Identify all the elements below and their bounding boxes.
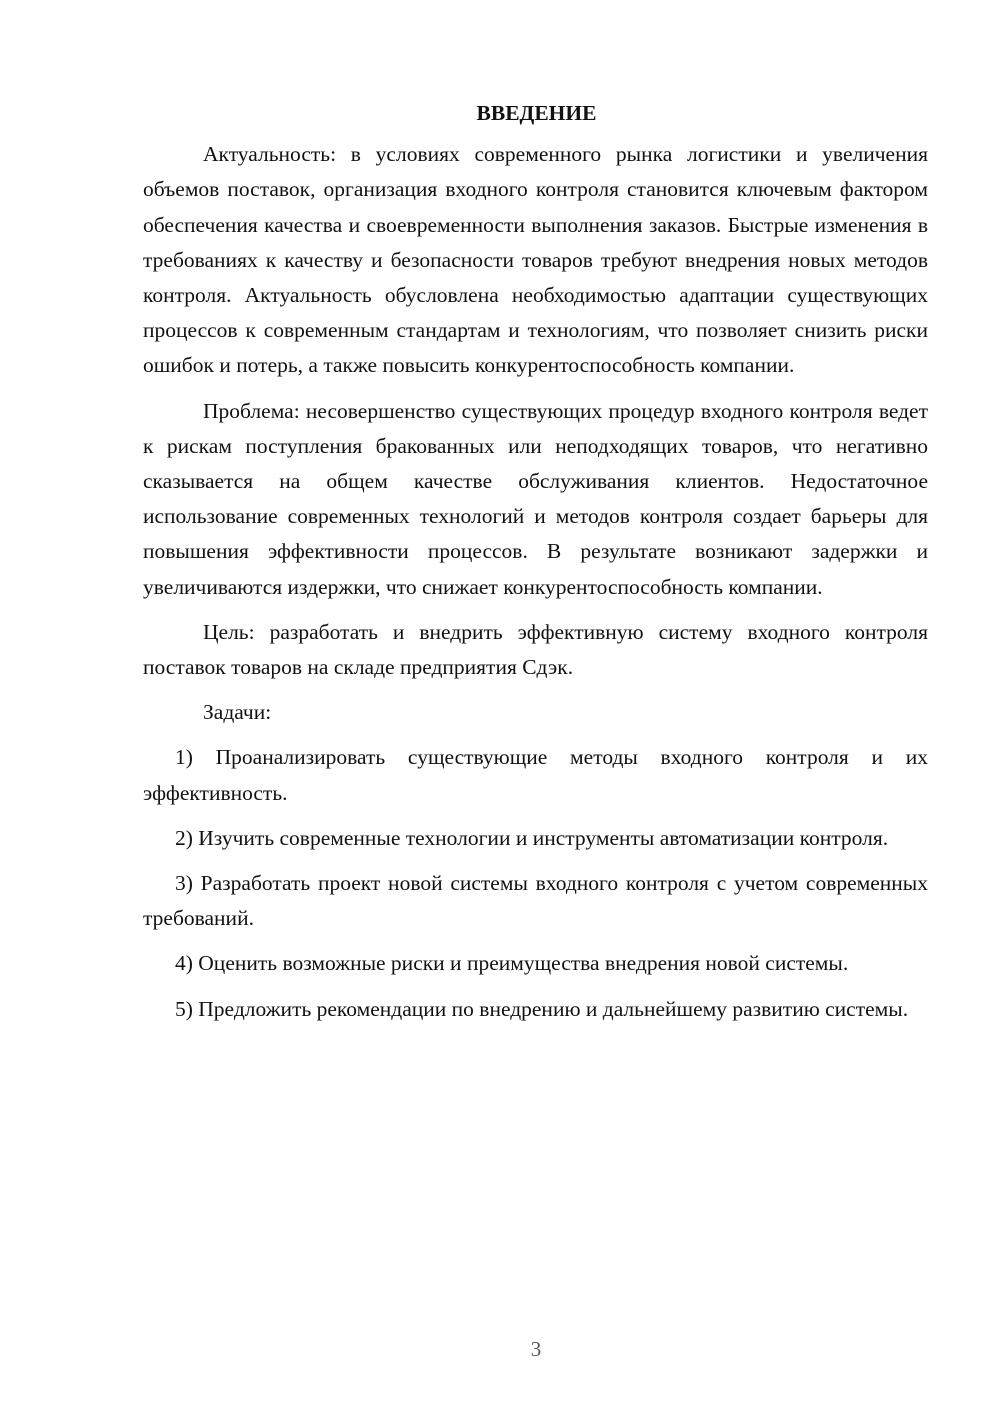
page-title: ВВЕДЕНИЕ — [476, 101, 597, 125]
task-item: 5) Предложить рекомендации по внедрению и дальнейшему развитию системы. — [175, 996, 909, 1021]
task-item: 1) Проанализировать существующие методы входного контроля и их эффективность. — [143, 745, 928, 805]
paragraph-problem: Проблема: несовершенство существующих процедур входного контроля ведет к рискам поступления бракованных или неподходящих товаров, что негативно сказывается на общем качестве обслуживания клиентов. Недостаточное использование современных технологий и методов контроля создает барьеры для повышения эффективности процессов. В результате возникают задержки и увеличиваются издержки, что снижает конкурентоспособность компании. — [143, 398, 928, 599]
tasks-list — [143, 740, 928, 1026]
paragraph-relevance: Актуальность: в условиях современного рынка логистики и увеличения объемов поставок, организация входного контроля становится ключевым фактором обеспечения качества и своевременности выполнения заказов. Быстрые изменения в требованиях к качеству и безопасности товаров требуют внедрения новых методов контроля. Актуальность обусловлена необходимостью адаптации существующих процессов к современным стандартам и технологиям, что позволяет снизить риски ошибок и потерь, а также повысить конкурентоспособность компании. — [143, 142, 928, 378]
page-number: 3 — [530, 1337, 542, 1361]
paragraph-goal: Цель: разработать и внедрить эффективную систему входного контроля поставок товаров на складе предприятия Сдэк. — [143, 619, 928, 680]
task-item: 4) Оценить возможные риски и преимущества внедрения новой системы. — [175, 951, 849, 976]
task-item: 3) Разработать проект новой системы входного контроля с учетом современных требований. — [143, 871, 928, 931]
tasks-heading: Задачи: — [203, 700, 272, 725]
task-item: 2) Изучить современные технологии и инструменты автоматизации контроля. — [175, 825, 889, 850]
